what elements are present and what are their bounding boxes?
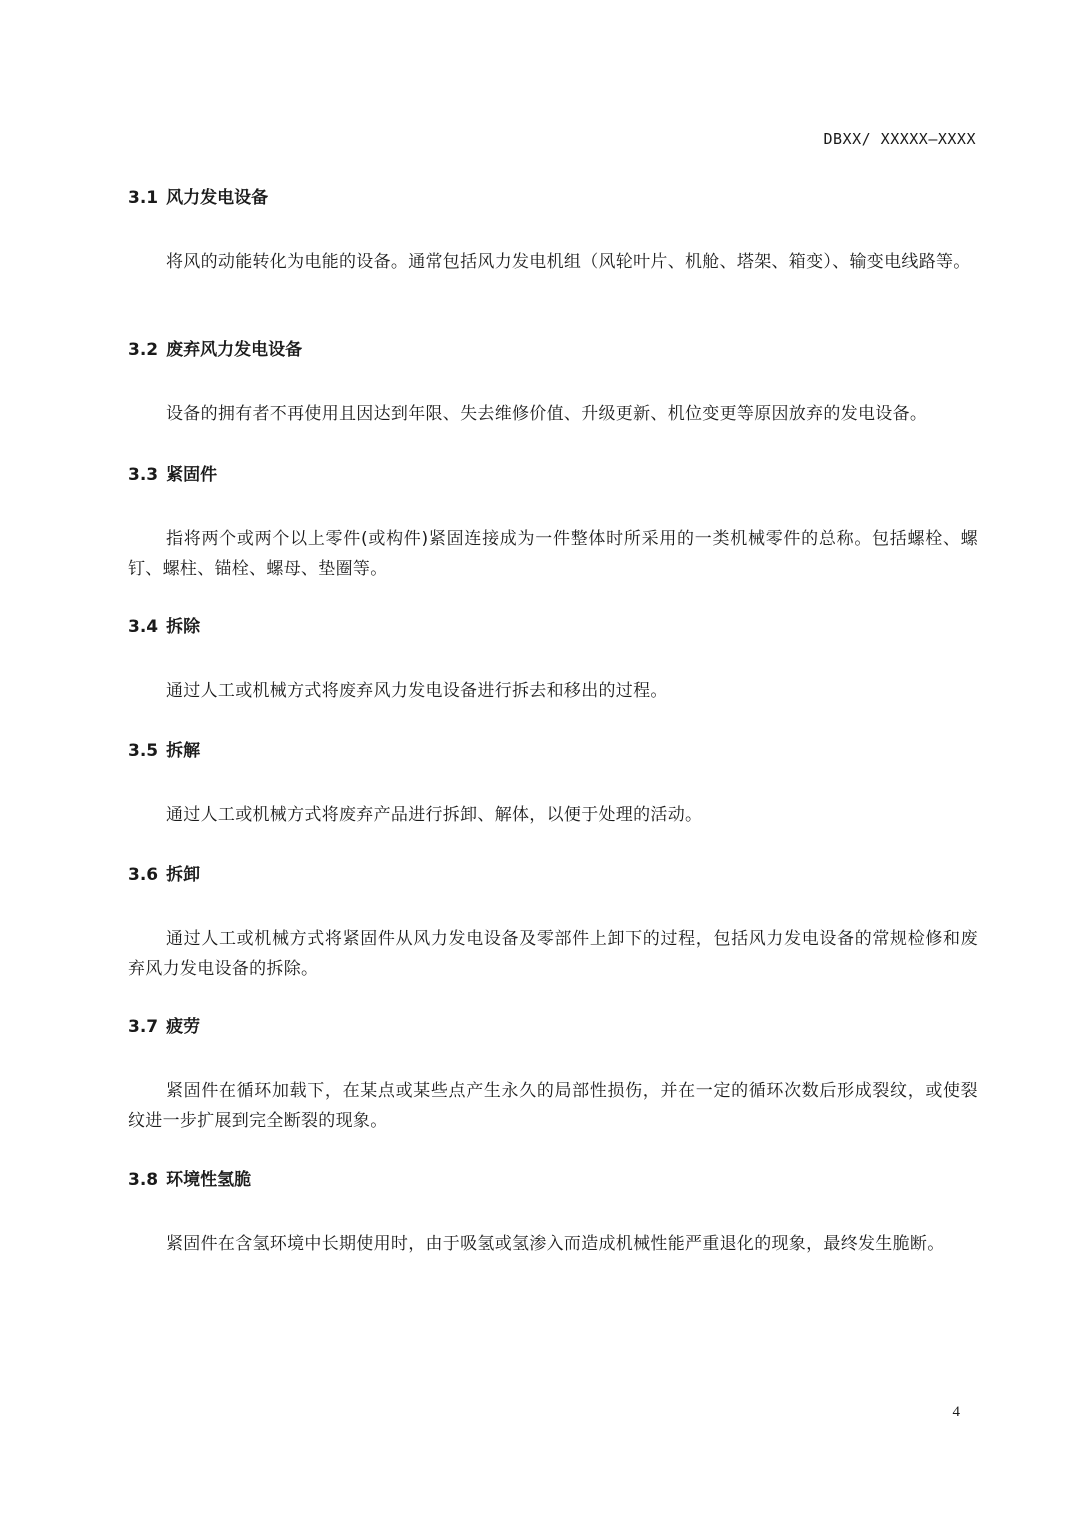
term-definition: 将风的动能转化为电能的设备。通常包括风力发电机组（风轮叶片、机舱、塔架、箱变）、输变电线路等。 (166, 252, 971, 272)
term-3-2 (128, 339, 978, 429)
term-definition: 通过人工或机械方式将废弃产品进行拆卸、解体，以便于处理的活动。 (166, 805, 703, 825)
term-3-8 (128, 1169, 978, 1259)
term-definition: 通过人工或机械方式将紧固件从风力发电设备及零部件上卸下的过程，包括风力发电设备的常规检修和废弃风力发电设备的拆除。 (128, 929, 978, 979)
term-number: 3.5 (128, 741, 159, 761)
term-number: 3.1 (128, 188, 159, 208)
term-title: 疲劳 (166, 1017, 201, 1037)
page-number: 4 (952, 1404, 960, 1420)
term-heading (128, 864, 978, 886)
term-heading (128, 339, 978, 361)
term-definition: 紧固件在含氢环境中长期使用时，由于吸氢或氢渗入而造成机械性能严重退化的现象，最终发生脆断。 (166, 1234, 945, 1254)
term-3-6 (128, 864, 978, 984)
term-definition: 通过人工或机械方式将废弃风力发电设备进行拆去和移出的过程。 (166, 681, 668, 701)
term-definition: 设备的拥有者不再使用且因达到年限、失去维修价值、升级更新、机位变更等原因放弃的发电设备。 (166, 404, 928, 424)
term-3-7 (128, 1016, 978, 1136)
term-heading (128, 740, 978, 762)
term-title: 环境性氢脆 (166, 1170, 252, 1190)
term-heading (128, 464, 978, 486)
term-number: 3.3 (128, 465, 159, 485)
term-number: 3.4 (128, 617, 159, 637)
term-title: 拆除 (166, 617, 201, 637)
term-title: 拆解 (166, 741, 201, 761)
term-heading (128, 1169, 978, 1191)
term-3-5 (128, 740, 978, 830)
term-heading (128, 616, 978, 638)
term-definition: 紧固件在循环加载下，在某点或某些点产生永久的局部性损伤，并在一定的循环次数后形成裂纹，或使裂纹进一步扩展到完全断裂的现象。 (128, 1081, 978, 1131)
term-title: 风力发电设备 (166, 188, 269, 208)
term-3-3 (128, 464, 978, 584)
term-number: 3.7 (128, 1017, 159, 1037)
term-heading (128, 187, 978, 209)
term-heading (128, 1016, 978, 1038)
term-3-1 (128, 187, 978, 277)
term-number: 3.8 (128, 1170, 159, 1190)
term-definition: 指将两个或两个以上零件(或构件)紧固连接成为一件整体时所采用的一类机械零件的总称。包括螺栓、螺钉、螺柱、锚栓、螺母、垫圈等。 (128, 529, 978, 579)
term-title: 拆卸 (166, 865, 201, 885)
term-title: 紧固件 (166, 465, 218, 485)
term-number: 3.2 (128, 340, 159, 360)
term-title: 废弃风力发电设备 (166, 340, 303, 360)
term-3-4 (128, 616, 978, 706)
term-number: 3.6 (128, 865, 159, 885)
document-code: DBXX/ XXXXX—XXXX (823, 130, 976, 148)
